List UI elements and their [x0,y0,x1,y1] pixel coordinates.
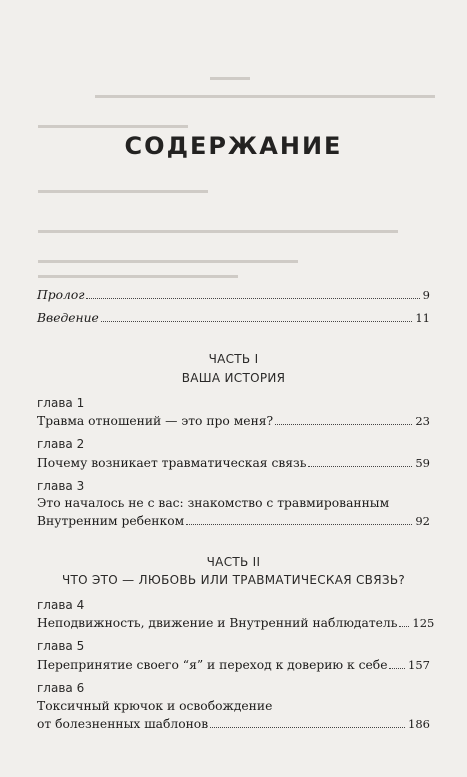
chapter-number: глава 6 [37,681,85,695]
toc-entry-label: Введение [37,311,99,325]
toc-entry-label: Пролог [37,288,85,302]
dot-leader [101,321,413,322]
toc-page-number: 23 [415,414,430,428]
chapter-number: глава 1 [37,396,85,410]
toc-entry-label: от болезненных шаблонов [37,717,209,731]
toc-page-number: 186 [408,717,430,731]
part-number: ЧАСТЬ I [208,352,259,366]
dot-leader [86,298,419,299]
toc-entry-label: Перепринятие своего “я” и переход к доверию к себе [37,658,388,672]
toc-page-number: 157 [408,658,430,672]
toc-entry-label: Внутренним ребенком [37,514,185,528]
part-title: ВАША ИСТОРИЯ [181,371,286,385]
toc-page-number: 59 [415,456,430,470]
toc-entry-chapter-6[interactable] [37,716,430,732]
show-through-text: ▬▬▬▬▬▬▬▬▬▬▬▬▬▬▬▬▬▬▬▬▬▬▬▬▬▬▬▬▬▬▬▬▬▬ [95,90,435,101]
toc-entry-chapter-3[interactable] [37,513,430,529]
toc-page-number: 125 [412,616,435,630]
toc-entry-chapter-5[interactable] [37,657,430,673]
chapter-number: глава 4 [37,598,85,612]
toc-entry-label-line1[interactable]: Токсичный крючок и освобождение [37,699,273,713]
chapter-number: глава 3 [37,479,85,493]
show-through-text: ▬▬▬▬▬▬▬▬▬▬▬▬▬▬▬ [38,120,188,131]
dot-leader [186,524,412,525]
chapter-number: глава 5 [37,639,85,653]
toc-entry-chapter-4[interactable] [37,615,435,631]
part-title: ЧТО ЭТО — ЛЮБОВЬ ИЛИ ТРАВМАТИЧЕСКАЯ СВЯЗЬ? [61,573,406,587]
dot-leader [210,727,405,728]
show-through-text: ▬▬▬▬▬▬▬▬▬▬▬▬▬▬▬▬▬▬▬▬ [38,270,238,281]
part-number: ЧАСТЬ II [206,555,261,569]
dot-leader [389,668,405,669]
toc-page-number: 11 [415,311,430,325]
dot-leader [308,466,412,467]
toc-entry-label: Травма отношений — это про меня? [37,414,274,428]
toc-entry-chapter-1[interactable] [37,413,430,429]
toc-entry-chapter-2[interactable] [37,455,430,471]
show-through-text: ▬▬▬▬▬▬▬▬▬▬▬▬▬▬▬▬▬ [38,185,208,196]
toc-entry-introduction[interactable] [37,310,430,326]
toc-page-number: 9 [422,288,430,302]
page-title: СОДЕРЖАНИЕ [124,132,343,160]
show-through-text: ▬▬▬▬ [210,72,250,83]
toc-entry-label: Неподвижность, движение и Внутренний наблюдатель [37,616,398,630]
toc-entry-label-line1[interactable]: Это началось не с вас: знакомство с травмированным [37,496,390,510]
dot-leader [399,626,409,627]
dot-leader [275,424,412,425]
toc-entry-prologue[interactable] [37,287,430,303]
toc-page-number: 92 [415,514,430,528]
chapter-number: глава 2 [37,437,85,451]
show-through-text: ▬▬▬▬▬▬▬▬▬▬▬▬▬▬▬▬▬▬▬▬▬▬▬▬▬▬ [38,255,298,266]
toc-entry-label: Почему возникает травматическая связь [37,456,307,470]
show-through-text: ▬▬▬▬▬▬▬▬▬▬▬▬▬▬▬▬▬▬▬▬▬▬▬▬▬▬▬▬▬▬▬▬▬▬▬▬ [38,225,398,236]
